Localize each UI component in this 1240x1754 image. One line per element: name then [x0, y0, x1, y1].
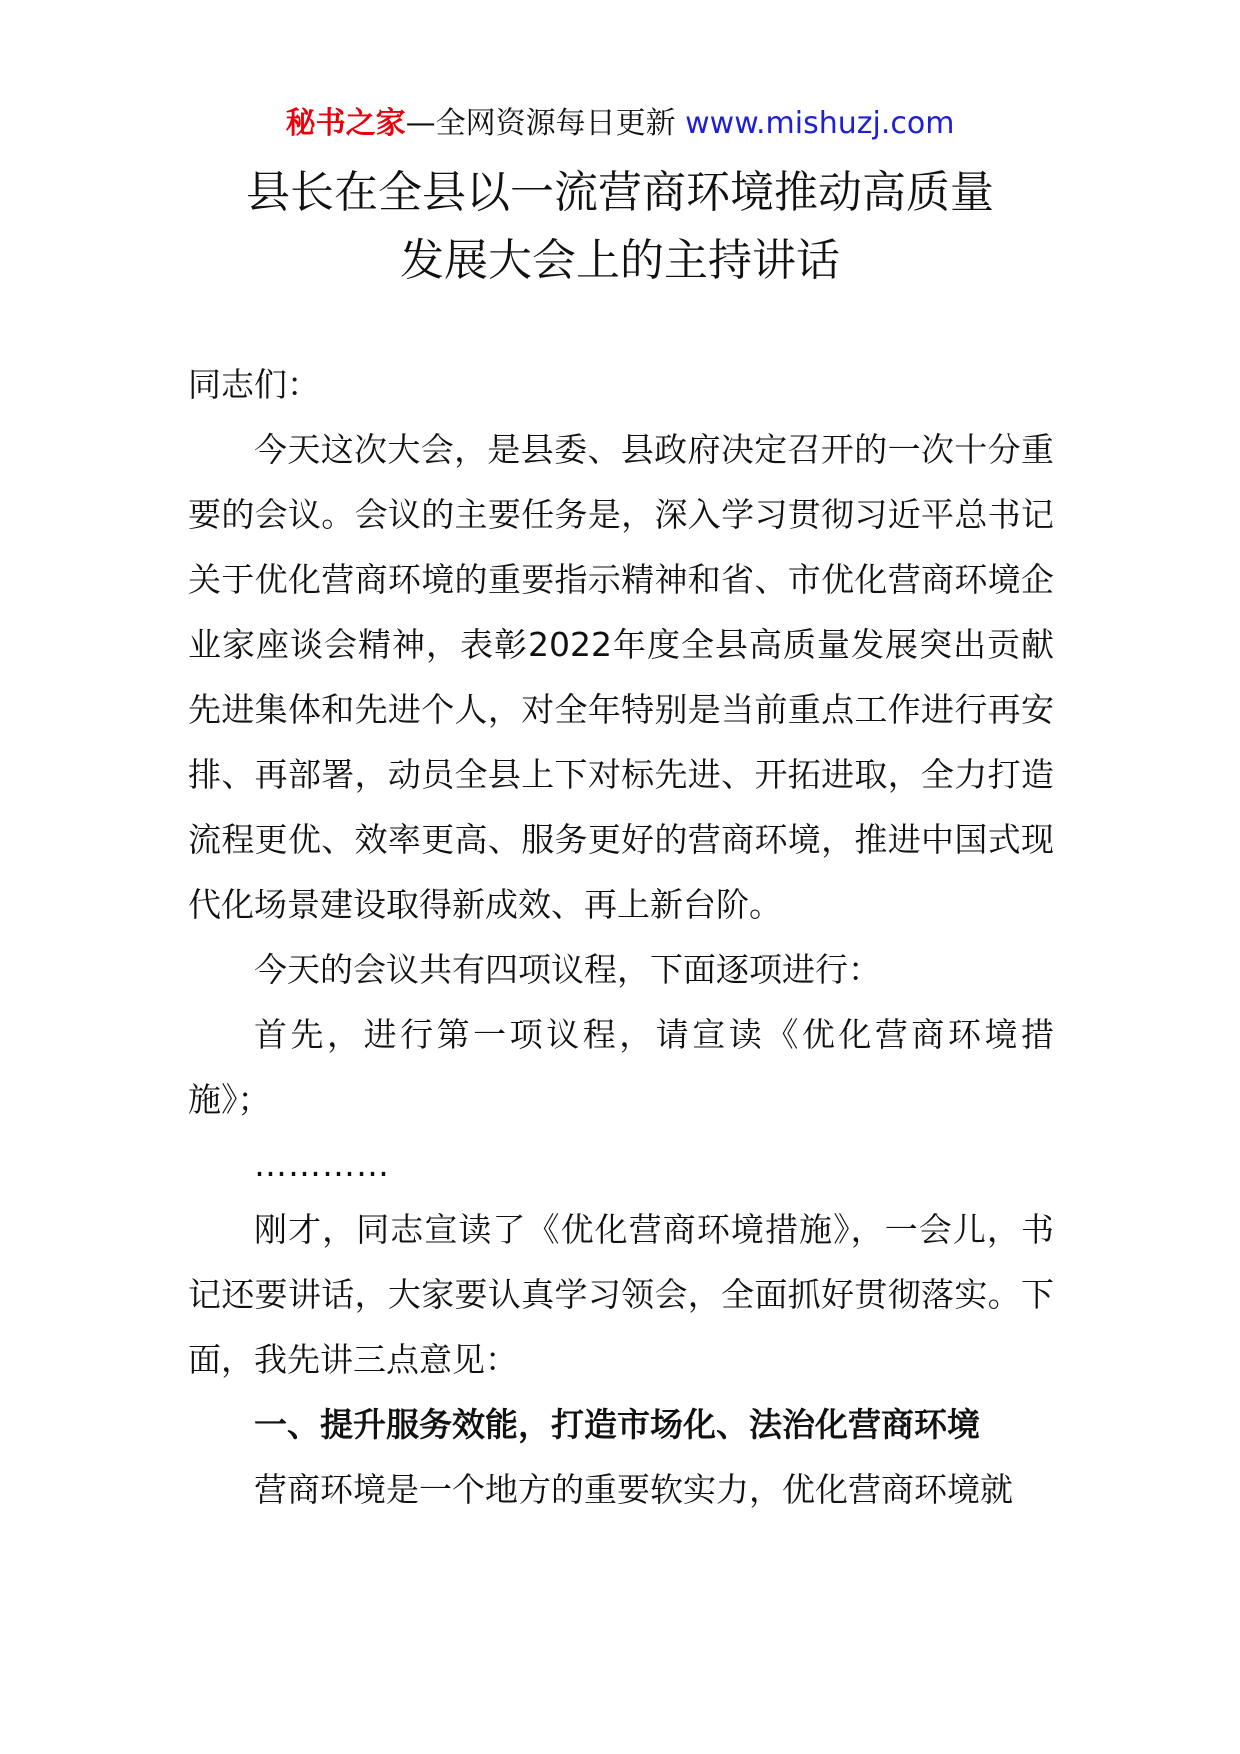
site-url[interactable]: www.mishuzj.com	[685, 106, 955, 141]
document-title-line-2: 发展大会上的主持讲话	[400, 235, 840, 286]
ellipsis-line: …………	[254, 1145, 390, 1184]
paragraph-agenda: 今天的会议共有四项议程，下面逐项进行：	[254, 950, 881, 989]
paragraph-transition: 刚才，同志宣读了《优化营商环境措施》，一会儿，书记还要讲话，大家要认真学习领会，全面抓好贯彻落实。下面，我先讲三点意见：	[188, 1210, 1054, 1379]
salutation: 同志们：	[188, 365, 320, 404]
section-heading-1: 一、提升服务效能，打造市场化、法治化营商环境	[254, 1405, 980, 1444]
header-slogan: —全网资源每日更新	[405, 106, 676, 141]
paragraph-section-1: 营商环境是一个地方的重要软实力，优化营商环境就	[254, 1470, 1013, 1509]
site-header	[0, 104, 1240, 144]
brand-name: 秘书之家	[285, 106, 406, 141]
document-body	[188, 352, 1054, 1522]
document-title-line-1: 县长在全县以一流营商环境推动高质量	[246, 167, 994, 218]
paragraph-intro: 今天这次大会，是县委、县政府决定召开的一次十分重要的会议。会议的主要任务是，深入学习贯彻习近平总书记关于优化营商环境的重要指示精神和省、市优化营商环境企业家座谈会精神，表彰2022年度全县高质量发展突出贡献先进集体和先进个人，对全年特别是当前重点工作进行再安排、再部署，动员全县上下对标先进、开拓进取，全力打造流程更优、效率更高、服务更好的营商环境，推进中国式现代化场景建设取得新成效、再上新台阶。	[188, 430, 1054, 924]
paragraph-first-item: 首先，进行第一项议程，请宣读《优化营商环境措施》；	[188, 1015, 1054, 1119]
